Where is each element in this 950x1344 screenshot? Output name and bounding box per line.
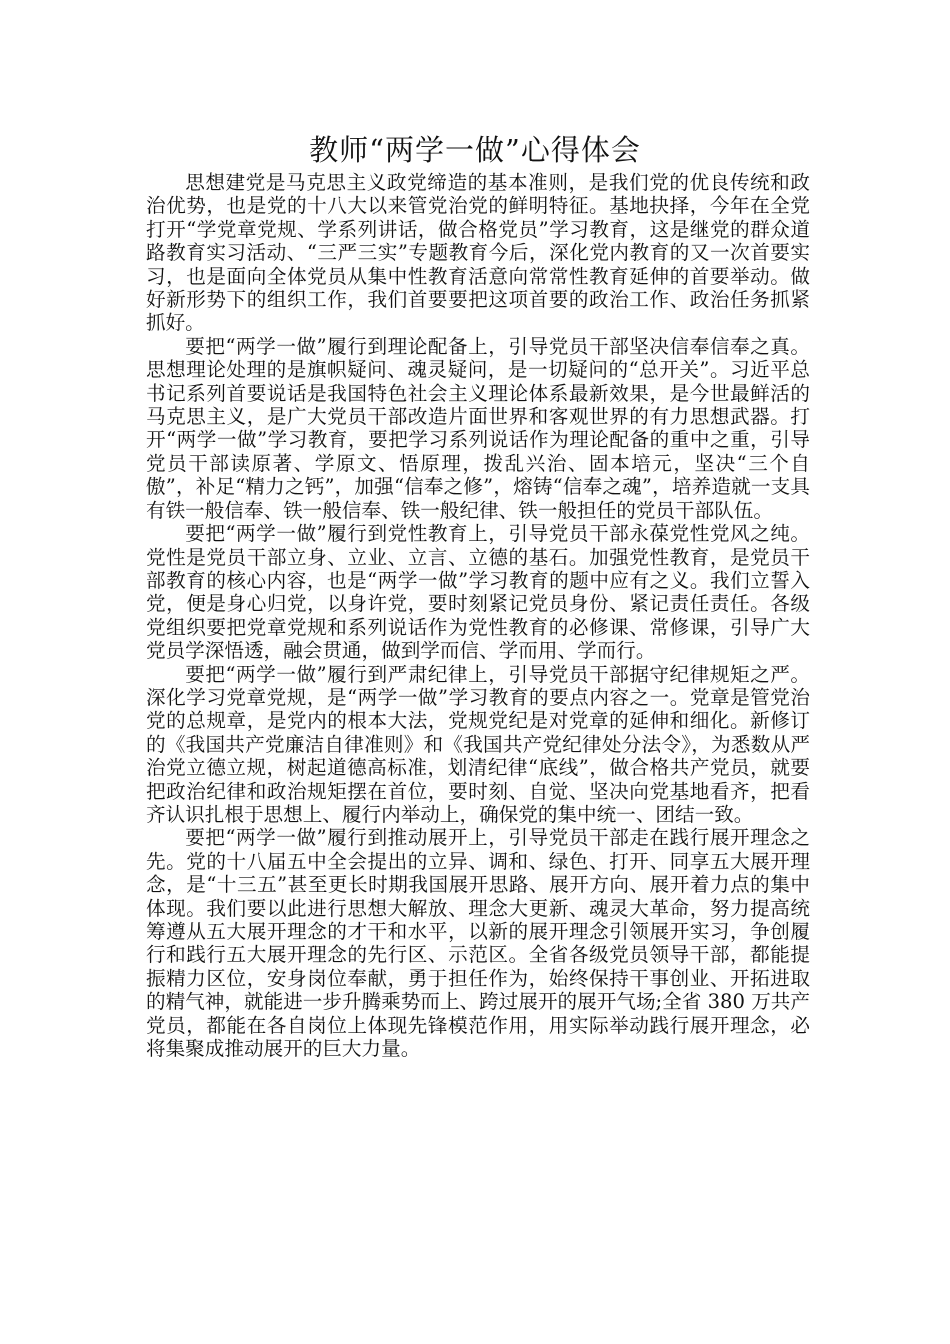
paragraph-4: 要把“两学一做”履行到严肃纪律上，引导党员干部据守纪律规矩之严。深化学习党章党规，是“两学一做”学习教育的要点内容之一。党章是管党治党的总规章，是党内的根本大法，党规党纪是对党章的延伸和细化。新修订的《我国共产党廉洁自律准则》和《我国共产党纪律处分法令》，为悉数从严治党立德立规，树起道德高标准，划清纪律“底线”，做合格共产党员，就要把政治纪律和政治规矩摆在首位，要时刻、自觉、坚决向党基地看齐，把看齐认识扎根于思想上、履行内举动上，确保党的集中统一、团结一致。 <box>146 662 810 826</box>
paragraph-5: 要把“两学一做”履行到推动展开上，引导党员干部走在践行展开理念之先。党的十八届五中全会提出的立异、调和、绿色、打开、同享五大展开理念，是“十三五”甚至更长时期我国展开思路、展开方向、展开着力点的集中体现。我们要以此进行思想大解放、理念大更新、魂灵大革命，努力提高统筹遵从五大展开理念的才干和水平，以新的展开理念引领展开实习，争创履行和践行五大展开理念的先行区、示范区。全省各级党员领导干部，都能提振精力区位，安身岗位奉献，勇于担任作为，始终保持干事创业、开拓进取的精气神，就能进一步升腾乘势而上、跨过展开的展开气场;全省 380 万共产党员，都能在各自岗位上体现先锋模范作用，用实际举动践行展开理念，必将集聚成推动展开的巨大力量。 <box>146 826 810 1061</box>
paragraph-3: 要把“两学一做”履行到党性教育上，引导党员干部永葆党性党风之纯。党性是党员干部立身、立业、立言、立德的基石。加强党性教育，是党员干部教育的核心内容，也是“两学一做”学习教育的题中应有之义。我们立誓入党，便是身心归党，以身许党，要时刻紧记党员身份、紧记责任责任。各级党组织要把党章党规和系列说话作为党性教育的必修课、常修课，引导广大党员学深悟透，融会贯通，做到学而信、学而用、学而行。 <box>146 522 810 663</box>
document-body <box>146 171 810 1060</box>
paragraph-2: 要把“两学一做”履行到理论配备上，引导党员干部坚决信奉信奉之真。思想理论处理的是旗帜疑问、魂灵疑问，是一切疑问的“总开关”。习近平总书记系列首要说话是我国特色社会主义理论体系最新效果，是今世最鲜活的马克思主义，是广大党员干部改造片面世界和客观世界的有力思想武器。打开“两学一做”学习教育，要把学习系列说话作为理论配备的重中之重，引导党员干部读原著、学原文、悟原理，拨乱兴治、固本培元，坚决“三个自傲”，补足“精力之钙”，加强“信奉之修”，熔铸“信奉之魂”，培养造就一支具有铁一般信奉、铁一般信奉、铁一般纪律、铁一般担任的党员干部队伍。 <box>146 334 810 522</box>
document-title: 教师“两学一做”心得体会 <box>309 133 641 167</box>
paragraph-1: 思想建党是马克思主义政党缔造的基本准则，是我们党的优良传统和政治优势，也是党的十八大以来管党治党的鲜明特征。基地抉择，今年在全党打开“学党章党规、学系列讲话，做合格党员”学习教育，这是继党的群众道路教育实习活动、“三严三实”专题教育今后，深化党内教育的又一次首要实习，也是面向全体党员从集中性教育活意向常常性教育延伸的首要举动。做好新形势下的组织工作，我们首要要把这项首要的政治工作、政治任务抓紧抓好。 <box>146 171 810 335</box>
